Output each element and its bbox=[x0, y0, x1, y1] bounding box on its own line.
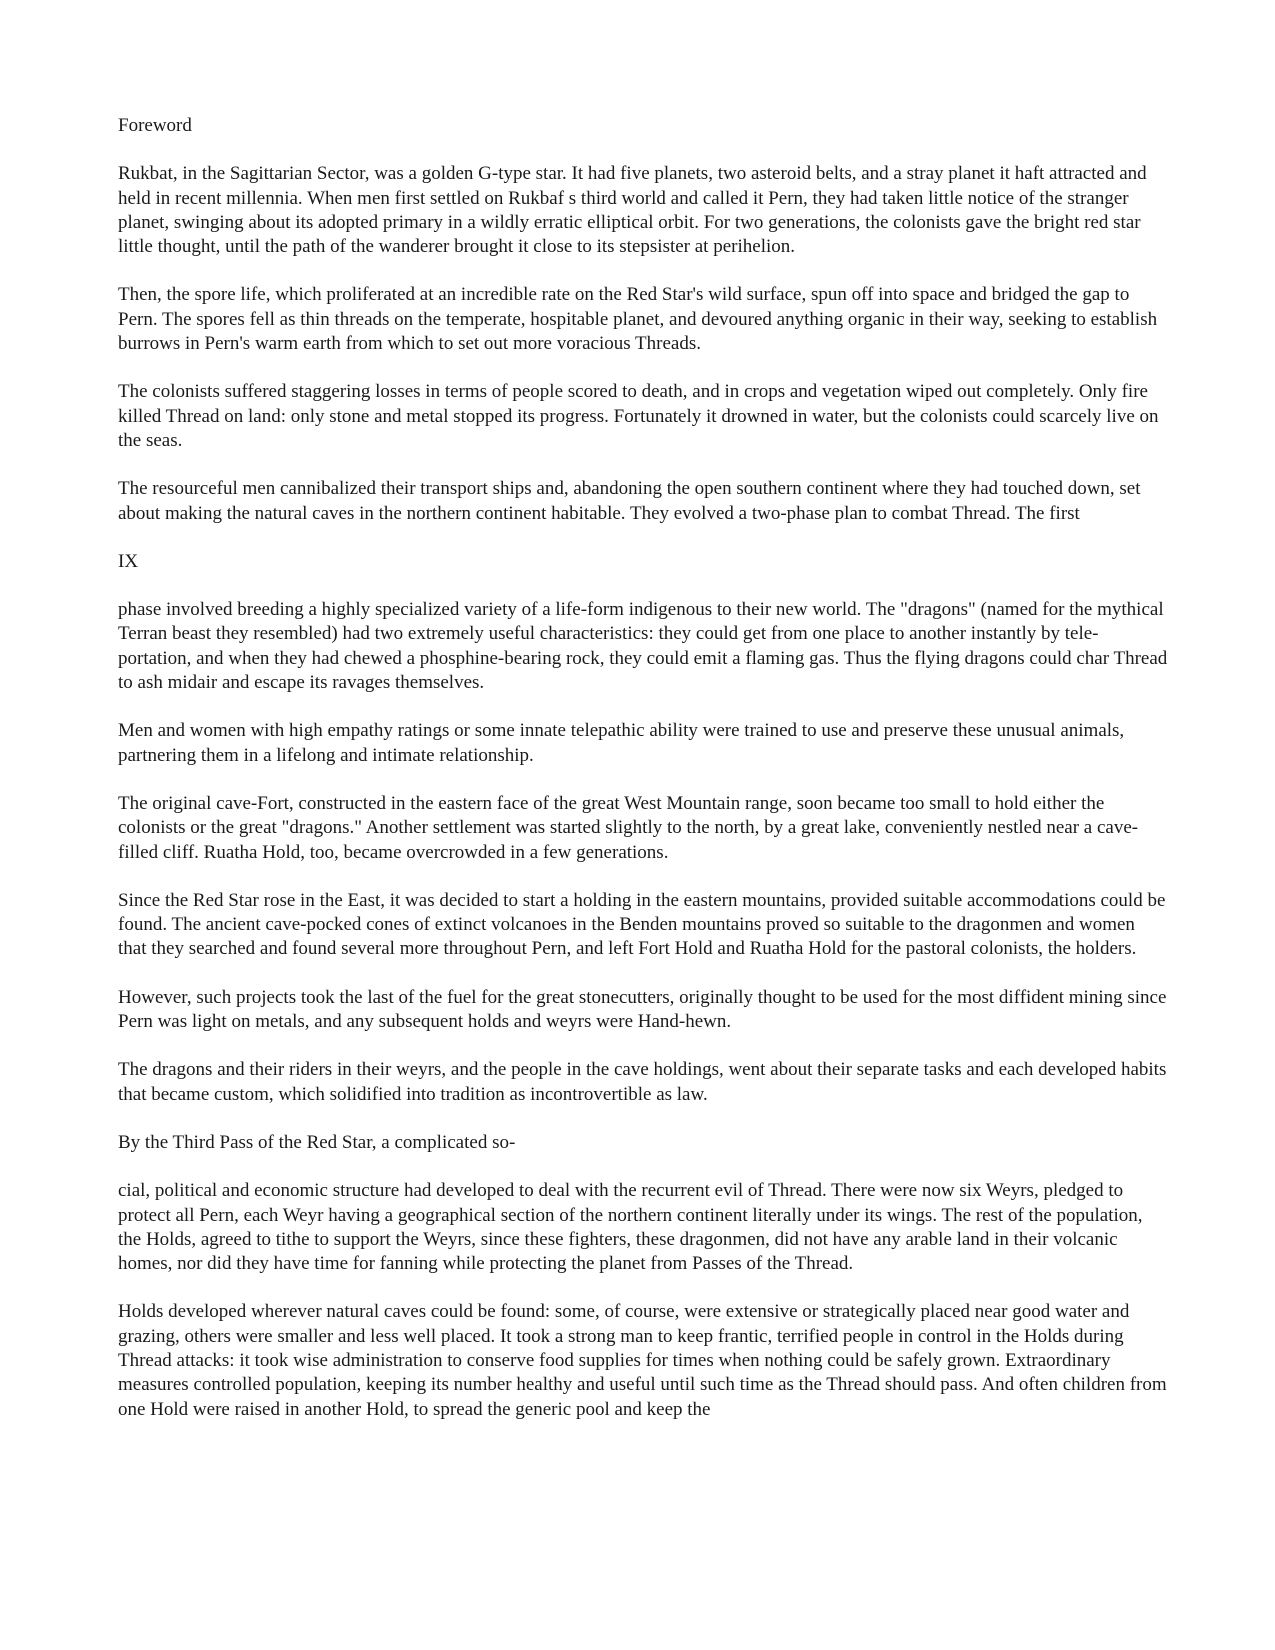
paragraph-holds-developed: Holds developed wherever natural caves could be found: some, of course, were extensive or strategically placed near good water and grazing, others were smaller and less well placed. It took a strong man to keep frantic, terrified people in control in the Holds during Thread attacks: it took wise administration to conserve food supplies for times when nothing could be safely grown. Extraordinary measures controlled population, keeping its number healthy and useful until such time as the Thread should pass. And often children from one Hold were raised in another Hold, to spread the generic pool and keep the bbox=[118, 1301, 1167, 1420]
page-number: IX bbox=[118, 550, 139, 572]
paragraph-red-star-east: Since the Red Star rose in the East, it was decided to start a holding in the eastern mountains, provided suitable accommodations could be found. The ancient cave-pocked cones of extinct volcanoes in the Benden mountains proved so suitable to the dragonmen and women that they searched and found several more throughout Pern, and left Fort Hold and Ruatha Hold for the pastoral colonists, the holders. bbox=[118, 889, 1166, 960]
paragraph-cave-fort: The original cave-Fort, constructed in the eastern face of the great West Mountain range, soon became too small to hold either the colonists or the great "dragons." Another settlement was started slightly to the north, by a great lake, conveniently nestled near a cave-filled cliff. Ruatha Hold, too, became overcrowded in a few generations. bbox=[118, 792, 1139, 863]
paragraph-spore-life: Then, the spore life, which proliferated at an incredible rate on the Red Star's wild surface, spun off into space and bridged the gap to Pern. The spores fell as thin threads on the temperate, hospitable planet, and devoured anything organic in their way, seeking to establish burrows in Pern's warm earth from which to set out more voracious Threads. bbox=[118, 284, 1158, 355]
paragraph-dragons: phase involved breeding a highly specialized variety of a life-form indigenous to their new world. The "dragons" (named for the mythical Terran beast they resembled) had two extremely useful characteristics: they could get from one place to another instantly by tele-portation, and when they had chewed a phosphine-bearing rock, they could emit a flaming gas. Thus the flying dragons could char Thread to ash midair and escape its ravages themselves. bbox=[118, 599, 1168, 694]
paragraph-third-pass: By the Third Pass of the Red Star, a complicated so- bbox=[118, 1131, 516, 1153]
paragraph-empathy: Men and women with high empathy ratings or some innate telepathic ability were trained to use and preserve these unusual animals, partnering them in a lifelong and intimate relationship. bbox=[118, 720, 1125, 766]
paragraph-colonists-losses: The colonists suffered staggering losses in terms of people scored to death, and in crops and vegetation wiped out completely. Only fire killed Thread on land: only stone and metal stopped its progress. Fortunately it drowned in water, but the colonists could scarcely live on the seas. bbox=[118, 381, 1159, 451]
foreword-heading: Foreword bbox=[118, 115, 192, 136]
paragraph-rukbat: Rukbat, in the Sagittarian Sector, was a golden G-type star. It had five planets, two asteroid belts, and a stray planet it haft attracted and held in recent millennia. When men first settled on Rukbaf s third world and called it Pern, they had taken little notice of the stranger planet, swinging about its adopted primary in a wildly erratic elliptical orbit. For two generations, the colonists gave the bright red star little thought, until the path of the wanderer brought it close to its stepsister at perihelion. bbox=[118, 163, 1147, 258]
paragraph-stonecutters: However, such projects took the last of the fuel for the great stonecutters, originally thought to be used for the most diffident mining since Pern was light on metals, and any subsequent holds and weyrs were Hand-hewn. bbox=[118, 986, 1167, 1033]
document-page bbox=[118, 114, 1168, 1446]
paragraph-social-structure: cial, political and economic structure had developed to deal with the recurrent evil of Thread. There were now six Weyrs, pledged to protect all Pern, each Weyr having a geographical section of the northern continent literally under its wings. The rest of the population, the Holds, agreed to tithe to support the Weyrs, since these fighters, these dragonmen, did not have any arable land in their volcanic homes, nor did they have time for fanning while protecting the planet from Passes of the Thread. bbox=[118, 1180, 1143, 1275]
paragraph-resourceful-men: The resourceful men cannibalized their transport ships and, abandoning the open southern continent where they had touched down, set about making the natural caves in the northern continent habitable. They evolved a two-phase plan to combat Thread. The first bbox=[118, 478, 1141, 524]
paragraph-weyrs-holdings: The dragons and their riders in their weyrs, and the people in the cave holdings, went about their separate tasks and each developed habits that became custom, which solidified into tradition as incontrovertible as law. bbox=[118, 1059, 1167, 1105]
